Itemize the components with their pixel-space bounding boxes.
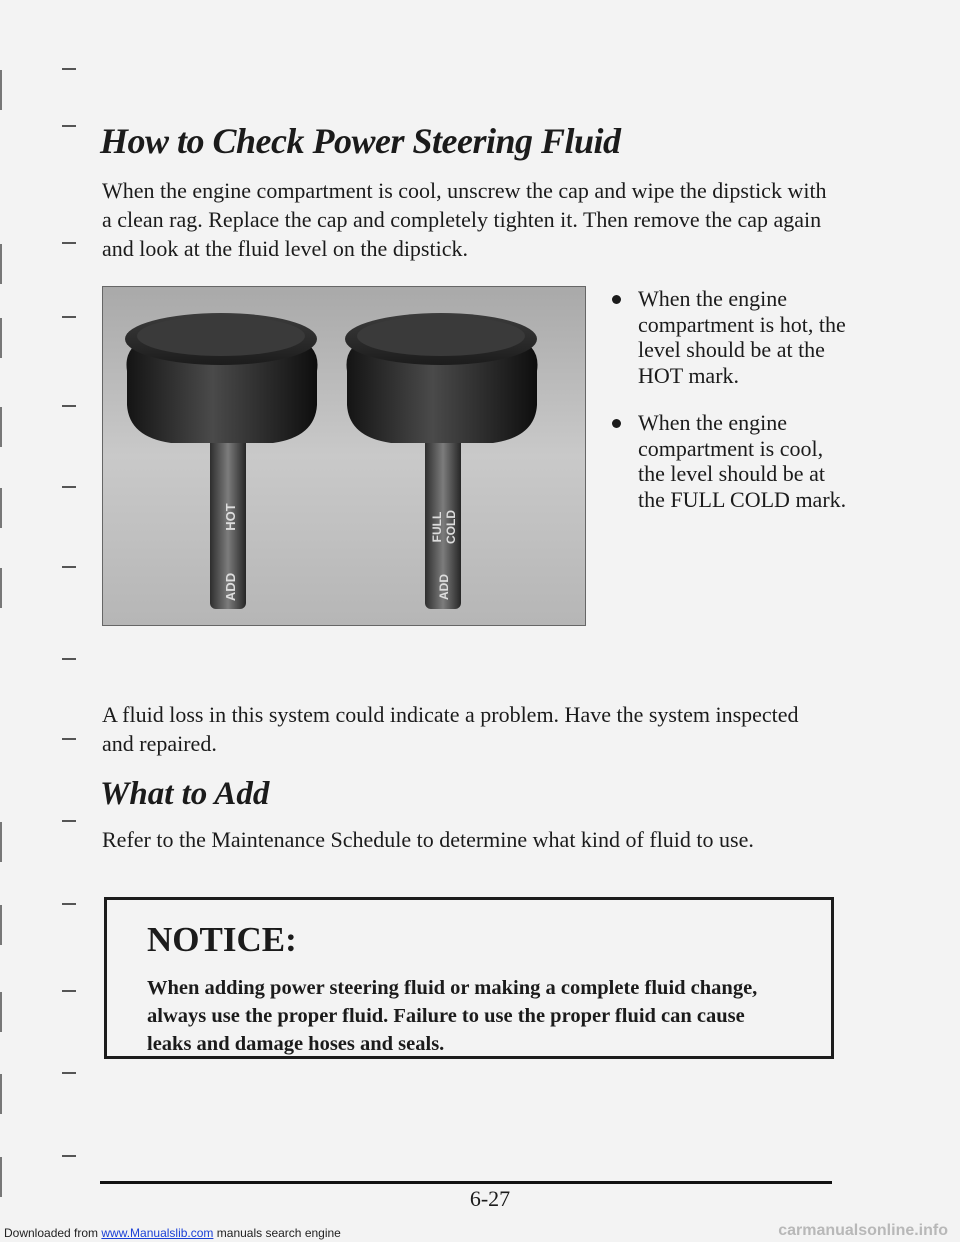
what-to-add-title: What to Add [100,776,270,812]
what-to-add-paragraph: Refer to the Maintenance Schedule to determine what kind of fluid to use. [102,827,754,852]
bullet-cold-level [612,410,852,512]
dipstick-photo [102,286,586,626]
bullet-dot-icon [612,295,621,304]
dipstick-left-mark-add: ADD [223,572,238,602]
download-banner [4,1226,341,1240]
dipstick-right-mark-full: FULL [430,511,444,543]
bullet-dot-icon [612,419,621,428]
notice-text: When adding power steering fluid or making a complete fluid change, always use the proper fluid. Failure to use the proper fluid can cause leaks and damage hoses and seals. [147,977,758,1055]
notice-heading: NOTICE: [147,920,297,959]
bullet-cold-text: When the engine compartment is cool, the level should be at the FULL COLD mark. [638,410,847,512]
manualslib-link[interactable]: www.Manualslib.com [101,1226,214,1240]
footer-rule [100,1181,832,1184]
page-number: 6-27 [469,1186,511,1211]
site-watermark: carmanualsonline.info [778,1222,948,1239]
level-bullet-list [612,286,852,534]
download-banner-suffix: manuals search engine [213,1226,341,1240]
intro-paragraph: When the engine compartment is cool, unscrew the cap and wipe the dipstick with a clean rag. Replace the cap and completely tighten it. Then remove the cap again and look at the fluid level on the dipstick. [102,178,827,261]
fluid-loss-paragraph: A fluid loss in this system could indicate a problem. Have the system inspected and repaired. [102,702,799,756]
dipstick-left-mark-hot: HOT [223,503,238,531]
section-title: How to Check Power Steering Fluid [100,121,621,161]
dipstick-right-mark-cold: COLD [444,510,458,544]
page-edge-marks [0,0,80,1200]
dipstick-right-mark-add: ADD [437,574,451,600]
download-banner-prefix: Downloaded from [4,1226,102,1240]
notice-box [104,897,834,1059]
bullet-hot-level [612,286,852,388]
bullet-hot-text: When the engine compartment is hot, the level should be at the HOT mark. [638,286,846,388]
